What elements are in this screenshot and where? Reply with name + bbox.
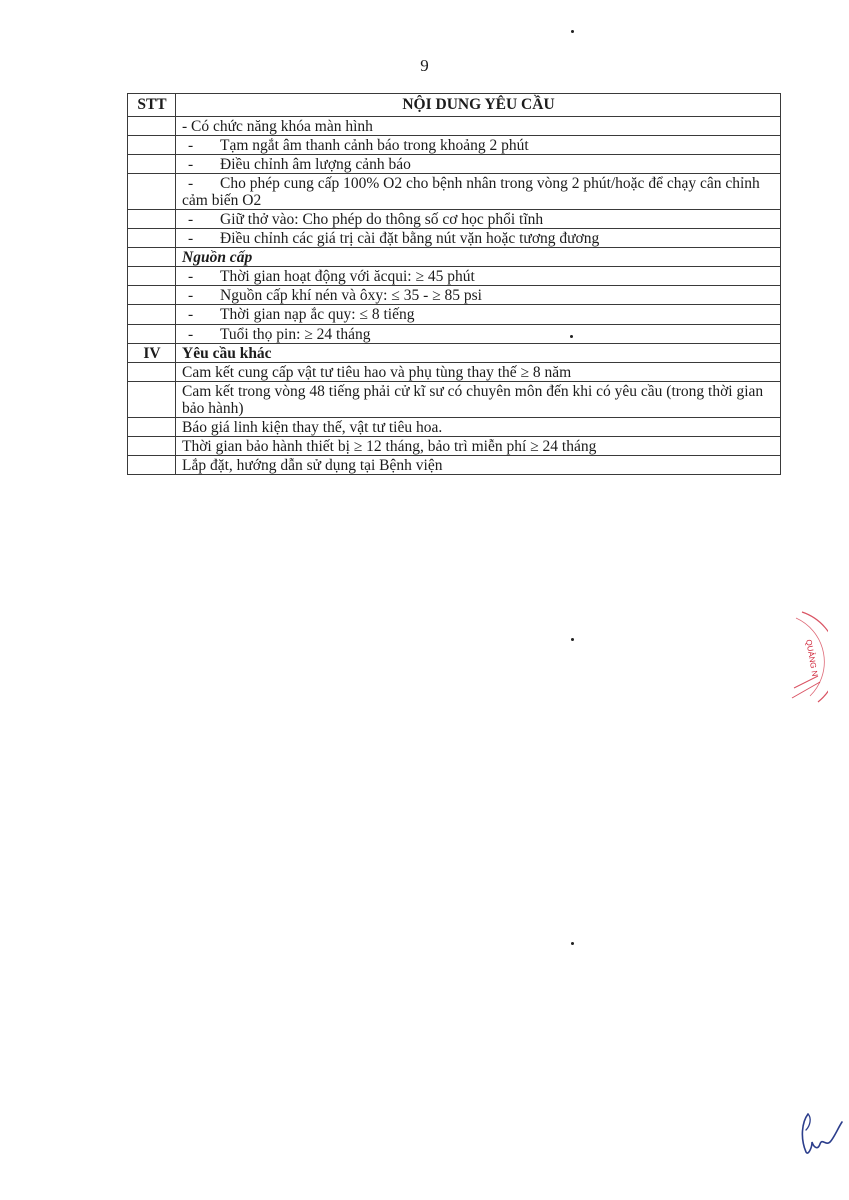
row-text: Báo giá linh kiện thay thế, vật tư tiêu hoa. (182, 418, 443, 436)
row-stt (128, 305, 176, 324)
bullet-dash: - (188, 230, 194, 248)
table-row (128, 136, 781, 155)
bullet-dash: - (188, 287, 194, 305)
bullet-dash: - (188, 306, 194, 324)
table-row (128, 436, 781, 455)
row-stt: IV (128, 343, 176, 362)
row-text: Thời gian hoạt động với ăcqui: ≥ 45 phút (220, 268, 475, 286)
row-content (176, 117, 781, 136)
row-content (176, 343, 781, 362)
row-text: - Có chức năng khóa màn hình (182, 118, 373, 135)
bullet-dash: - (188, 268, 194, 286)
table-row (128, 117, 781, 136)
row-text: Tạm ngắt âm thanh cảnh báo trong khoảng 2 phút (220, 137, 529, 155)
table-row (128, 324, 781, 343)
row-content (176, 248, 781, 267)
scan-speck (571, 30, 574, 33)
row-stt (128, 229, 176, 248)
table-body (128, 117, 781, 475)
row-stt (128, 455, 176, 474)
row-content (176, 381, 781, 417)
table-row (128, 286, 781, 305)
row-stt (128, 362, 176, 381)
scan-speck (570, 335, 573, 338)
table-row (128, 229, 781, 248)
row-content (176, 305, 781, 324)
row-stt (128, 381, 176, 417)
table-header-row (128, 94, 781, 117)
row-text: Cho phép cung cấp 100% O2 cho bệnh nhân trong vòng 2 phút/hoặc để chạy cân chỉnh cảm biến O2 (182, 175, 760, 210)
row-content (176, 155, 781, 174)
scan-speck (571, 942, 574, 945)
table-row (128, 455, 781, 474)
row-content (176, 362, 781, 381)
table-row (128, 381, 781, 417)
row-stt (128, 210, 176, 229)
section-heading: Nguồn cấp (182, 249, 253, 267)
table-row (128, 155, 781, 174)
row-content (176, 417, 781, 436)
row-text: Tuổi thọ pin: ≥ 24 tháng (220, 325, 371, 343)
row-content (176, 324, 781, 343)
row-text: Cam kết cung cấp vật tư tiêu hao và phụ tùng thay thế ≥ 8 năm (182, 363, 572, 381)
bullet-dash: - (188, 137, 194, 155)
row-stt (128, 174, 176, 210)
row-content (176, 136, 781, 155)
row-stt (128, 286, 176, 305)
stamp-text: QUẢNG N (804, 638, 820, 678)
table-row (128, 305, 781, 324)
row-content (176, 174, 781, 210)
signature-mark (798, 1108, 844, 1158)
row-stt (128, 136, 176, 155)
row-text: Thời gian bảo hành thiết bị ≥ 12 tháng, bảo trì miễn phí ≥ 24 tháng (182, 437, 597, 455)
bullet-dash: - (188, 156, 194, 174)
requirements-table (127, 93, 781, 475)
row-stt (128, 436, 176, 455)
page-number: 9 (420, 56, 429, 75)
row-content (176, 455, 781, 474)
row-text: Điều chỉnh các giá trị cài đặt bằng nút vặn hoặc tương đương (220, 230, 600, 248)
row-content (176, 267, 781, 286)
row-stt (128, 417, 176, 436)
row-stt (128, 248, 176, 267)
table-row (128, 210, 781, 229)
table-row (128, 174, 781, 210)
table-row (128, 362, 781, 381)
table-row (128, 417, 781, 436)
table-row (128, 267, 781, 286)
row-content (176, 229, 781, 248)
bullet-dash: - (188, 175, 194, 193)
row-text: Điều chỉnh âm lượng cảnh báo (220, 156, 411, 174)
row-text: Cam kết trong vòng 48 tiếng phải cử kĩ sư có chuyên môn đến khi có yêu cầu (trong thời gian bảo hành) (182, 382, 764, 417)
bullet-dash: - (188, 325, 194, 343)
row-content (176, 286, 781, 305)
row-stt (128, 324, 176, 343)
row-stt (128, 117, 176, 136)
row-content (176, 210, 781, 229)
table-row (128, 248, 781, 267)
row-text: Thời gian nạp ắc quy: ≤ 8 tiếng (220, 306, 415, 324)
row-stt (128, 267, 176, 286)
table-row (128, 343, 781, 362)
row-stt (128, 155, 176, 174)
row-text: Giữ thở vào: Cho phép do thông số cơ học phổi tĩnh (220, 211, 544, 229)
bullet-dash: - (188, 211, 194, 229)
row-text: Nguồn cấp khí nén và ôxy: ≤ 35 - ≥ 85 psi (220, 287, 482, 305)
row-text: Lắp đặt, hướng dẫn sử dụng tại Bệnh viện (182, 456, 443, 474)
header-stt: STT (128, 94, 176, 117)
row-content (176, 436, 781, 455)
stamp-seal (788, 610, 828, 710)
header-content: NỘI DUNG YÊU CẦU (176, 94, 781, 117)
section-heading: Yêu cầu khác (182, 344, 272, 362)
scan-speck (571, 638, 574, 641)
